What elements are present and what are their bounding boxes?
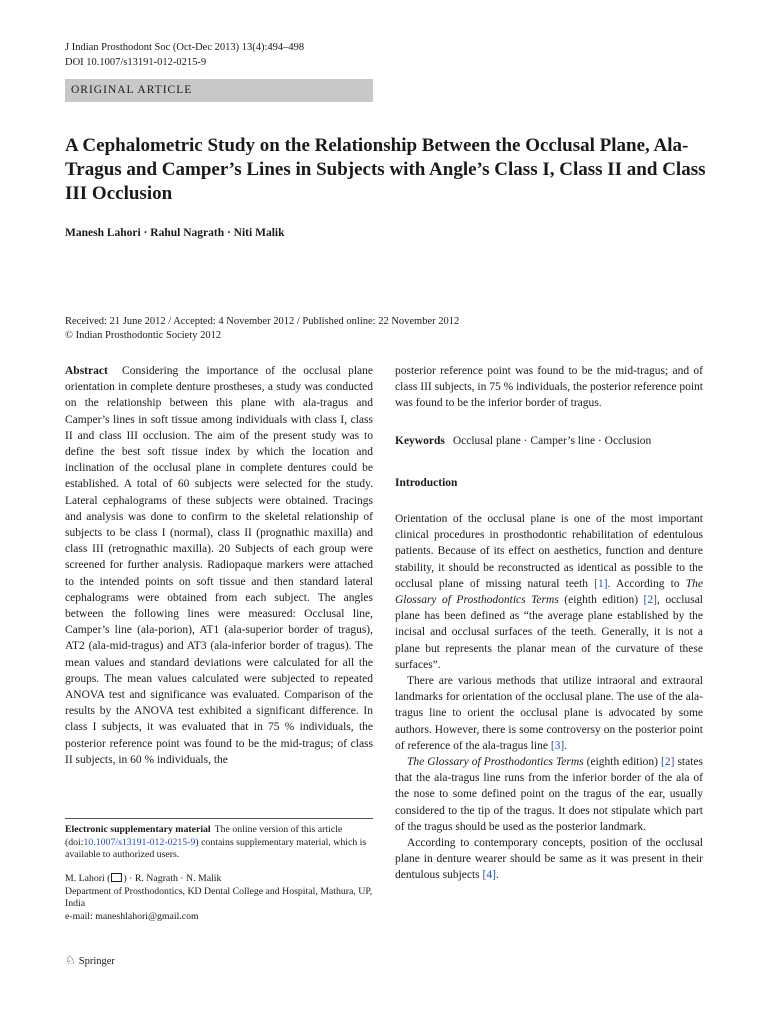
springer-horse-icon: ♘ <box>65 953 76 967</box>
abstract-text: Considering the importance of the occlusal plane orientation in complete denture prostheses, a study was conducted on the relationship between this plane with ala-tragus and Camper’s lines in soft tissue among individuals with class I, class II and class III occlusion. The aim of the present study was to define the best soft tissue index by which the location and inclination of the occlusal plane in complete dentures could be established. A total of 60 subjects were selected for the study. Lateral cephalograms of these subjects were obtained. Tracings and analysis was done to confirm to the skeletal relationship of subjects to be class I (normal), class II (prognathic maxilla) and class III (retrognathic maxilla). 20 Subjects of each group were screened for further analysis. Radiopaque markers were attached to the intended points on soft tissue and then standard lateral cephalograms were obtained from each subject. The angles between the following lines were measured: Occlusal line, Camper’s line (ala-porion), AT1 (ala-superior border of tragus), AT2 (ala-mid-tragus) and AT3 (ala-inferior border of tragus). The mean values and standard deviations were calculated for all the groups. The mean values calculated were subjected to repeated ANOVA test and significance was evaluated. Comparison of the results by the ANOVA test exhibited a significant difference. In class I subjects, it was evaluated that in 75 % individuals, the posterior reference point was found to be the mid-tragus; of class II subjects, in 60 % individuals, the <box>65 365 373 766</box>
copyright-line: © Indian Prosthodontic Society 2012 <box>65 330 222 341</box>
doi-line: DOI 10.1007/s13191-012-0215-9 <box>65 57 207 68</box>
intro-paragraph-3: The Glossary of Prosthodontics Terms (eighth edition) [2] states that the ala-tragus line runs from the inferior border of the ala of the nose to some defined point on the tragus of the ear, usually considered to the tip of the tragus. It does not stipulate which part of the tragus should be used as the posterior landmark. <box>395 756 703 833</box>
intro-paragraph-4: According to contemporary concepts, position of the occlusal plane in denture wearer should be same as it was present in their dentulous subjects [4]. <box>395 837 703 882</box>
journal-citation: J Indian Prosthodont Soc (Oct-Dec 2013) 13(4):494–498 <box>65 42 305 53</box>
section-heading-introduction: Introduction <box>395 476 458 489</box>
abstract-left-column <box>65 363 373 768</box>
citation-link-1[interactable]: [1] <box>594 577 608 590</box>
author-list: Manesh Lahori · Rahul Nagrath · Niti Malik <box>65 227 285 239</box>
paper-title: A Cephalometric Study on the Relationship Between the Occlusal Plane, Ala-Tragus and Camper’s Lines in Subjects with Angle’s Class I, Class II and Class III Occlusion <box>65 135 706 204</box>
keywords-text: Occlusal plane · Camper’s line · Occlusion <box>452 434 652 447</box>
citation-link-2b[interactable]: [2] <box>661 756 675 769</box>
publisher-footer <box>65 953 115 968</box>
citation-link-3[interactable]: [3] <box>550 739 565 752</box>
intro-paragraph-1: Orientation of the occlusal plane is one of the most important clinical procedures in prosthodontic rehabilitation of edentulous patients. Because of its effect on aesthetics, function and denture stability, it should be reconstructed as identical as possible to the occlusal plane of missing natural teeth [1]. According to The Glossary of Prosthodontics Terms (eighth edition) [2], occlusal plane has been defined as “the average plane established by the incisal and occlusal surfaces of the teeth. Generally, it is not a plane but represents the planar mean of the curvature of these surfaces”. <box>395 513 703 671</box>
abstract-continuation: posterior reference point was found to be the mid-tragus; and of class III subjects, in 75 % individuals, the posterior reference point was found to be the inferior border of tragus. <box>395 365 703 410</box>
supplementary-note: Electronic supplementary material The online version of this article (doi:10.1007/s13191-012-0215-9) contains supplementary material, which is available to authorized users. <box>65 824 367 860</box>
email-address[interactable]: e-mail: maneshlahori@gmail.com <box>65 910 199 922</box>
corresponding-authors: M. Lahori ( ) · R. Nagrath · N. Malik <box>65 873 222 884</box>
publisher-name: Springer <box>78 956 115 967</box>
citation-link-4[interactable]: [4] <box>482 869 496 882</box>
supplementary-doi-link[interactable]: 10.1007/s13191-012-0215-9 <box>83 836 196 848</box>
keywords <box>395 433 703 449</box>
supplementary-label: Electronic supplementary material <box>65 824 211 835</box>
envelope-icon[interactable] <box>111 873 122 882</box>
publication-dates <box>65 315 459 343</box>
right-column <box>395 363 703 884</box>
citation-link-2[interactable]: [2] <box>643 594 657 607</box>
abstract-label: Abstract <box>65 365 108 377</box>
article-type-banner: ORIGINAL ARTICLE <box>65 79 373 102</box>
department: Department of Prosthodontics, KD Dental College and Hospital, Mathura, UP, India <box>65 885 373 909</box>
author-affiliation <box>65 872 373 923</box>
received-dates: Received: 21 June 2012 / Accepted: 4 November 2012 / Published online: 22 November 2012 <box>65 316 460 327</box>
intro-paragraph-2: There are various methods that utilize intraoral and extraoral landmarks for orientation of the occlusal plane. The use of the ala-tragus line to orient the occlusal plane is advocated by some authors. However, there is some controversy on the posterior point of reference of the ala-tragus line [3]. <box>395 675 703 752</box>
keywords-label: Keywords <box>395 434 445 447</box>
footnote-divider <box>65 818 373 819</box>
